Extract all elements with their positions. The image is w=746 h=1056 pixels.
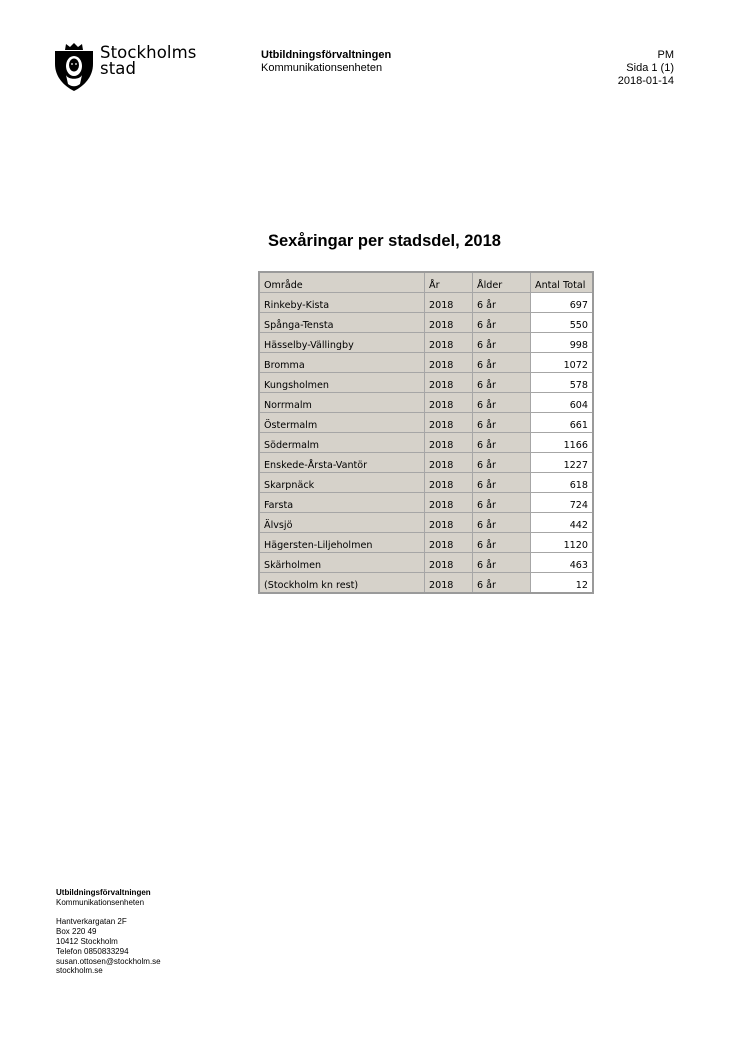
total-cell: 1120 (531, 533, 594, 553)
year-cell: 2018 (425, 513, 473, 533)
year-cell: 2018 (425, 453, 473, 473)
total-cell: 578 (531, 373, 594, 393)
stockholm-logo (54, 42, 214, 94)
total-cell: 661 (531, 413, 594, 433)
year-cell: 2018 (425, 413, 473, 433)
age-cell: 6 år (473, 553, 531, 573)
table-row (259, 313, 593, 333)
area-cell: Rinkeby-Kista (259, 293, 425, 313)
year-cell: 2018 (425, 553, 473, 573)
area-cell: Spånga-Tensta (259, 313, 425, 333)
logo-line-2: stad (100, 59, 137, 78)
footer-website[interactable]: stockholm.se (56, 966, 103, 976)
total-cell: 1072 (531, 353, 594, 373)
footer-phone: Telefon 0850833294 (56, 946, 129, 956)
total-cell: 724 (531, 493, 594, 513)
column-header-total: Antal Total (531, 272, 594, 293)
stockholm-crest-icon (54, 42, 94, 92)
area-cell: Kungsholmen (259, 373, 425, 393)
header-department: Kommunikationsenheten (261, 62, 383, 74)
total-cell: 697 (531, 293, 594, 313)
total-cell: 550 (531, 313, 594, 333)
table-header-row (259, 272, 593, 293)
area-cell: Älvsjö (259, 513, 425, 533)
table-row (259, 393, 593, 413)
header-meta (618, 49, 674, 88)
column-header-area: Område (259, 272, 425, 293)
table-row (259, 513, 593, 533)
area-cell: Bromma (259, 353, 425, 373)
page-number: Sida 1 (1) (626, 62, 674, 74)
area-cell: Skärholmen (259, 553, 425, 573)
age-cell: 6 år (473, 513, 531, 533)
area-cell: Hässelby-Vällingby (259, 333, 425, 353)
age-cell: 6 år (473, 473, 531, 493)
area-cell: Enskede-Årsta-Vantör (259, 453, 425, 473)
age-cell: 6 år (473, 453, 531, 473)
age-cell: 6 år (473, 293, 531, 313)
year-cell: 2018 (425, 333, 473, 353)
age-cell: 6 år (473, 333, 531, 353)
doc-date: 2018-01-14 (617, 75, 674, 87)
area-cell: Norrmalm (259, 393, 425, 413)
table-row (259, 573, 593, 594)
footer-postal: 10412 Stockholm (56, 936, 118, 946)
total-cell: 1227 (531, 453, 594, 473)
age-cell: 6 år (473, 393, 531, 413)
table-row (259, 353, 593, 373)
total-cell: 463 (531, 553, 594, 573)
age-cell: 6 år (473, 493, 531, 513)
doc-type: PM (657, 49, 674, 61)
table-row (259, 413, 593, 433)
table-row (259, 453, 593, 473)
year-cell: 2018 (425, 313, 473, 333)
year-cell: 2018 (425, 393, 473, 413)
age-cell: 6 år (473, 313, 531, 333)
age-cell: 6 år (473, 433, 531, 453)
logo-line-1: Stockholms (100, 43, 197, 62)
year-cell: 2018 (425, 373, 473, 393)
column-header-year: År (425, 272, 473, 293)
footer-email[interactable]: susan.ottosen@stockholm.se (56, 956, 161, 966)
table-row (259, 553, 593, 573)
age-cell: 6 år (473, 533, 531, 553)
age-cell: 6 år (473, 413, 531, 433)
area-cell: Södermalm (259, 433, 425, 453)
header-org-name: Utbildningsförvaltningen (261, 49, 392, 61)
table-row (259, 473, 593, 493)
total-cell: 998 (531, 333, 594, 353)
footer-org-name: Utbildningsförvaltningen (56, 888, 151, 897)
area-cell: (Stockholm kn rest) (259, 573, 425, 594)
year-cell: 2018 (425, 493, 473, 513)
area-cell: Östermalm (259, 413, 425, 433)
table-row (259, 493, 593, 513)
year-cell: 2018 (425, 293, 473, 313)
year-cell: 2018 (425, 433, 473, 453)
total-cell: 1166 (531, 433, 594, 453)
total-cell: 442 (531, 513, 594, 533)
total-cell: 12 (531, 573, 594, 594)
age-cell: 6 år (473, 573, 531, 594)
total-cell: 618 (531, 473, 594, 493)
column-header-age: Ålder (473, 272, 531, 293)
footer (56, 888, 161, 976)
area-cell: Farsta (259, 493, 425, 513)
footer-department: Kommunikationsenheten (56, 897, 145, 907)
footer-address: Hantverkargatan 2F (56, 917, 127, 927)
table-row (259, 373, 593, 393)
page-title: Sexåringar per stadsdel, 2018 (268, 232, 501, 250)
age-cell: 6 år (473, 373, 531, 393)
year-cell: 2018 (425, 353, 473, 373)
year-cell: 2018 (425, 473, 473, 493)
year-cell: 2018 (425, 533, 473, 553)
total-cell: 604 (531, 393, 594, 413)
table-row (259, 433, 593, 453)
table-row (259, 333, 593, 353)
age-cell: 6 år (473, 353, 531, 373)
header-org (261, 49, 391, 75)
table-row (259, 533, 593, 553)
area-cell: Skarpnäck (259, 473, 425, 493)
area-cell: Hägersten-Liljeholmen (259, 533, 425, 553)
table-row (259, 293, 593, 313)
footer-box: Box 220 49 (56, 927, 97, 937)
data-table (258, 271, 594, 594)
year-cell: 2018 (425, 573, 473, 594)
